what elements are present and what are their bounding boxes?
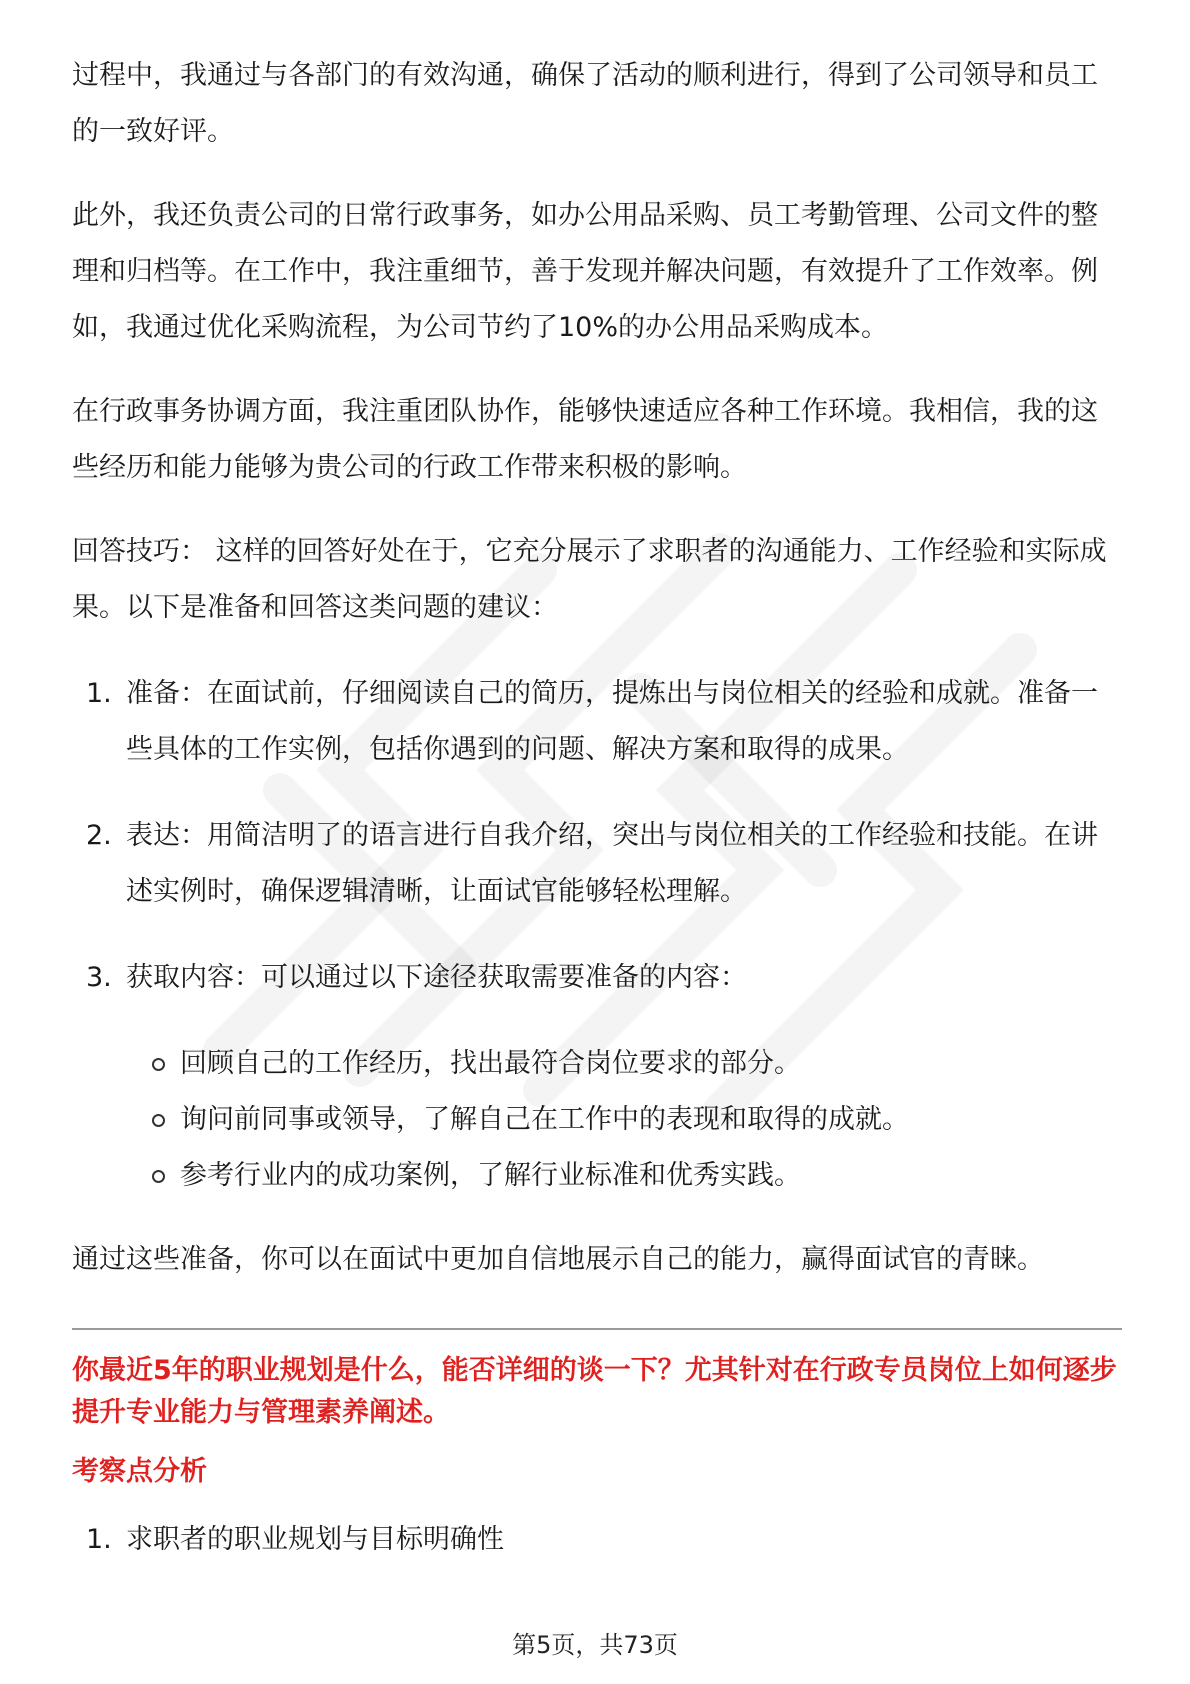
tips-list: [72, 666, 1122, 1006]
analysis-heading: 考察点分析: [72, 1456, 207, 1487]
bullet-item: [72, 1092, 1122, 1148]
list-item: [72, 1512, 1122, 1568]
list-number: 3.: [86, 962, 112, 993]
list-item: [72, 808, 1122, 920]
list-number: 2.: [86, 820, 112, 851]
list-item-text: 求职者的职业规划与目标明确性: [126, 1524, 504, 1555]
bullet-text: 询问前同事或领导，了解自己在工作中的表现和取得的成就。: [180, 1104, 909, 1135]
paragraph-event-coordination: 过程中，我通过与各部门的有效沟通，确保了活动的顺利进行，得到了公司领导和员工的一致好评。: [72, 60, 1098, 147]
content-sources-list: [72, 1036, 1122, 1204]
paragraph-daily-admin: 此外，我还负责公司的日常行政事务，如办公用品采购、员工考勤管理、公司文件的整理和归档等。在工作中，我注重细节，善于发现并解决问题，有效提升了工作效率。例如，我通过优化采购流程，为公司节约了10%的办公用品采购成本。: [72, 200, 1098, 343]
paragraph-teamwork: 在行政事务协调方面，我注重团队协作，能够快速适应各种工作环境。我相信，我的这些经历和能力能够为贵公司的行政工作带来积极的影响。: [72, 396, 1098, 483]
list-item-text: 表达：用简洁明了的语言进行自我介绍，突出与岗位相关的工作经验和技能。在讲述实例时，确保逻辑清晰，让面试官能够轻松理解。: [126, 820, 1098, 907]
hollow-bullet-icon: [152, 1170, 165, 1183]
interview-question: 你最近5年的职业规划是什么，能否详细的谈一下？尤其针对在行政专员岗位上如何逐步提升专业能力与管理素养阐述。: [72, 1355, 1117, 1428]
bullet-item: [72, 1036, 1122, 1092]
analysis-list: [72, 1512, 1122, 1568]
list-number: 1.: [86, 678, 112, 709]
list-number: 1.: [86, 1524, 112, 1555]
list-item-text: 准备：在面试前，仔细阅读自己的简历，提炼出与岗位相关的经验和成就。准备一些具体的工作实例，包括你遇到的问题、解决方案和取得的成果。: [126, 678, 1098, 765]
bullet-text: 参考行业内的成功案例，了解行业标准和优秀实践。: [180, 1160, 801, 1191]
list-item-text: 获取内容：可以通过以下途径获取需要准备的内容：: [126, 962, 747, 993]
paragraph-conclusion: 通过这些准备，你可以在面试中更加自信地展示自己的能力，赢得面试官的青睐。: [72, 1244, 1044, 1275]
bullet-item: [72, 1148, 1122, 1204]
paragraph-answer-tips: 回答技巧： 这样的回答好处在于，它充分展示了求职者的沟通能力、工作经验和实际成果。以下是准备和回答这类问题的建议：: [72, 536, 1107, 623]
page-number-footer: 第5页，共73页: [512, 1631, 678, 1659]
main-content: [72, 48, 1122, 1568]
bullet-text: 回顾自己的工作经历，找出最符合岗位要求的部分。: [180, 1048, 801, 1079]
hollow-bullet-icon: [152, 1114, 165, 1127]
hollow-bullet-icon: [152, 1058, 165, 1071]
list-item: [72, 950, 1122, 1006]
section-divider: [72, 1328, 1122, 1330]
list-item: [72, 666, 1122, 778]
